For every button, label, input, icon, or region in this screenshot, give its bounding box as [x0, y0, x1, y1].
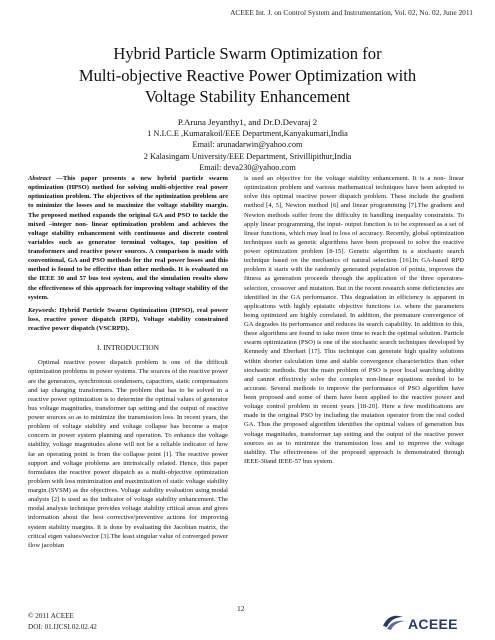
paper-title: [30, 43, 465, 108]
running-head: ACEEE Int. J. on Control System and Instrumentation, Vol. 02, No. 02, June 2011: [230, 8, 473, 17]
title-line-1: Hybrid Particle Swarm Optimization for: [113, 44, 382, 63]
right-column-paragraph: is used an objective for the voltage stability enhancement. It is a non- linear optimization problem and various mathematical techniques have been adopted to solve this optimal reactive power dispatch problem. These include the gradient method [4, 5], Newton method [6] and linear programming [7].The gradient and Newton methods suffer from the difficulty in handling inequality constraints. To apply linear programming, the input- output function is to be expressed as a set of linear functions, which may lead to loss of accuracy. Recently, global optimization techniques such as genetic algorithms have been proposed to solve the reactive power optimization problem [8-15]. Genetic algorithm is a stochastic search technique based on the mechanics of natural selection [16].In GA-based RPD problem it starts with the randomly generated population of points, improves the fitness as generation proceeds through the application of the three operators-selection, crossover and mutation. But in the recent research some deficiencies are identified in the GA performance. This degradation in efficiency is apparent in applications with highly epistatic objective functions i.e. where the parameters being optimized are highly correlated. In addition, the premature convergence of GA degrades its performance and reduces its search capability. In addition to this, these algorithms are found to take more time to reach the optimal solution. Particle swarm optimization (PSO) is one of the stochastic search techniques developed by Kennedy and Eberhart [17]. This technique can generate high quality solutions within shorter calculation time and stable convergence characteristics than other stochastic methods. But the main problem of PSO is poor local searching ability and cannot effectively solve the complex non-linear equations needed to be accurate. Several methods to improve the performance of PSO algorithm have been proposed and some of them have been applied to the reactive power and voltage control problem in recent years [18-20]. Here a few modifications are made in the original PSO by including the mutation operator from the real coded GA. Thus the proposed algorithm identifies the optimal values of generation bus voltage magnitudes, transformer tap setting and the output of the reactive power sources so as to minimize the transmission loss and to improve the voltage stability. The effectiveness of the proposed approach is demonstrated through IEEE-30and IEEE-57 bus system.: [244, 175, 464, 465]
keywords-label: Keywords:: [28, 306, 57, 314]
title-line-2: Multi-objective Reactive Power Optimization with: [78, 65, 417, 85]
abstract-label: Abstract: [28, 175, 51, 182]
author-affiliation-2: 2 Kalasingam University/EEE Department, Srivillipithur,India: [143, 151, 352, 161]
section-heading-introduction: I. INTRODUCTION: [97, 343, 159, 353]
author-email-2: Email: deva230@yahoo.com: [199, 162, 296, 172]
keywords-text: Hybrid Particle Swarm Optimization (HPSO), real power loss, reactive power dispatch (RPD), Voltage stability constrained reactive power dispatch (VSCRPD).: [28, 306, 228, 332]
title-line-3: Voltage Stability Enhancement: [144, 87, 351, 106]
abstract: [28, 174, 228, 302]
right-column: [244, 174, 464, 466]
left-column: [28, 174, 228, 550]
copyright-notice: © 2011 ACEEE: [28, 612, 74, 620]
publisher-logo: [381, 614, 471, 634]
page-number: 12: [237, 604, 245, 613]
author-email-1: Email: arunadarwin@yahoo.com: [192, 140, 303, 150]
introduction-paragraph: Optimal reactive power dispatch problem is one of the difficult optimization problems in power systems. The sources of the reactive power are the generators, synchronous condensers, capacitors, static compensators and tap changing transformers. The problem that has to be solved in a reactive power optimization is to determine the optimal values of generator bus voltage magnitudes, transformer tap setting and the output of reactive power sources so as to minimize the transmission loss. In recent years, the problem of voltage stability and voltage collapse has become a major concern in power system planning and operation. To enhance the voltage stability, voltage magnitudes alone will not be a reliable indicator of how far an operating point is from the collapse point [1]. The reactive power support and voltage problems are intrinsically related. Hence, this paper formulates the reactive power dispatch as a multi-objective optimization problem with loss minimization and maximization of static voltage stability margin (SVSM) as the objectives. Voltage stability evaluation using modal analysis [2] is used as the indicator of voltage stability enhancement. The modal analysis technique provides voltage stability critical areas and gives information about the best corrective/preventive actions for improving system stability margins. It is done by evaluating the Jacobian matrix, the critical eigen values/vector [3].The least singular value of converged power flow jacobian: [28, 359, 228, 549]
abstract-text: —This paper presents a new hybrid particle swarm optimization (HPSO) method for solving multi-objective real power optimization problem. The objectives of the optimization problem are to minimize the losses and to maximize the voltage stability margin. The proposed method expands the original GA and PSO to tackle the mixed –integer non- linear optimization problem and achieves the voltage stability enhancement with continuous and discrete control variables such as generator terminal voltages, tap position of transformers and reactive power sources. A comparison is made with conventional, GA and PSO methods for the real power losses and this method is found to be effective than other methods. It is evaluated on the IEEE 30 and 57 bus test system, and the simulation results show the effectiveness of this approach for improving voltage stability of the system.: [28, 175, 228, 301]
aceee-logo-icon: [381, 612, 407, 637]
logo-text: ACEEE: [408, 616, 458, 632]
author-block: [30, 117, 465, 173]
author-affiliation-1: 1 N.I.C.E ,Kumarakoil/EEE Department,Kanyakumari,India: [147, 129, 348, 139]
author-names: P.Aruna Jeyanthy1, and Dr.D.Devaraj 2: [177, 117, 318, 127]
keywords: [28, 306, 228, 333]
doi-label: DOI: 01.IJCSI.02.02.42: [28, 623, 97, 631]
